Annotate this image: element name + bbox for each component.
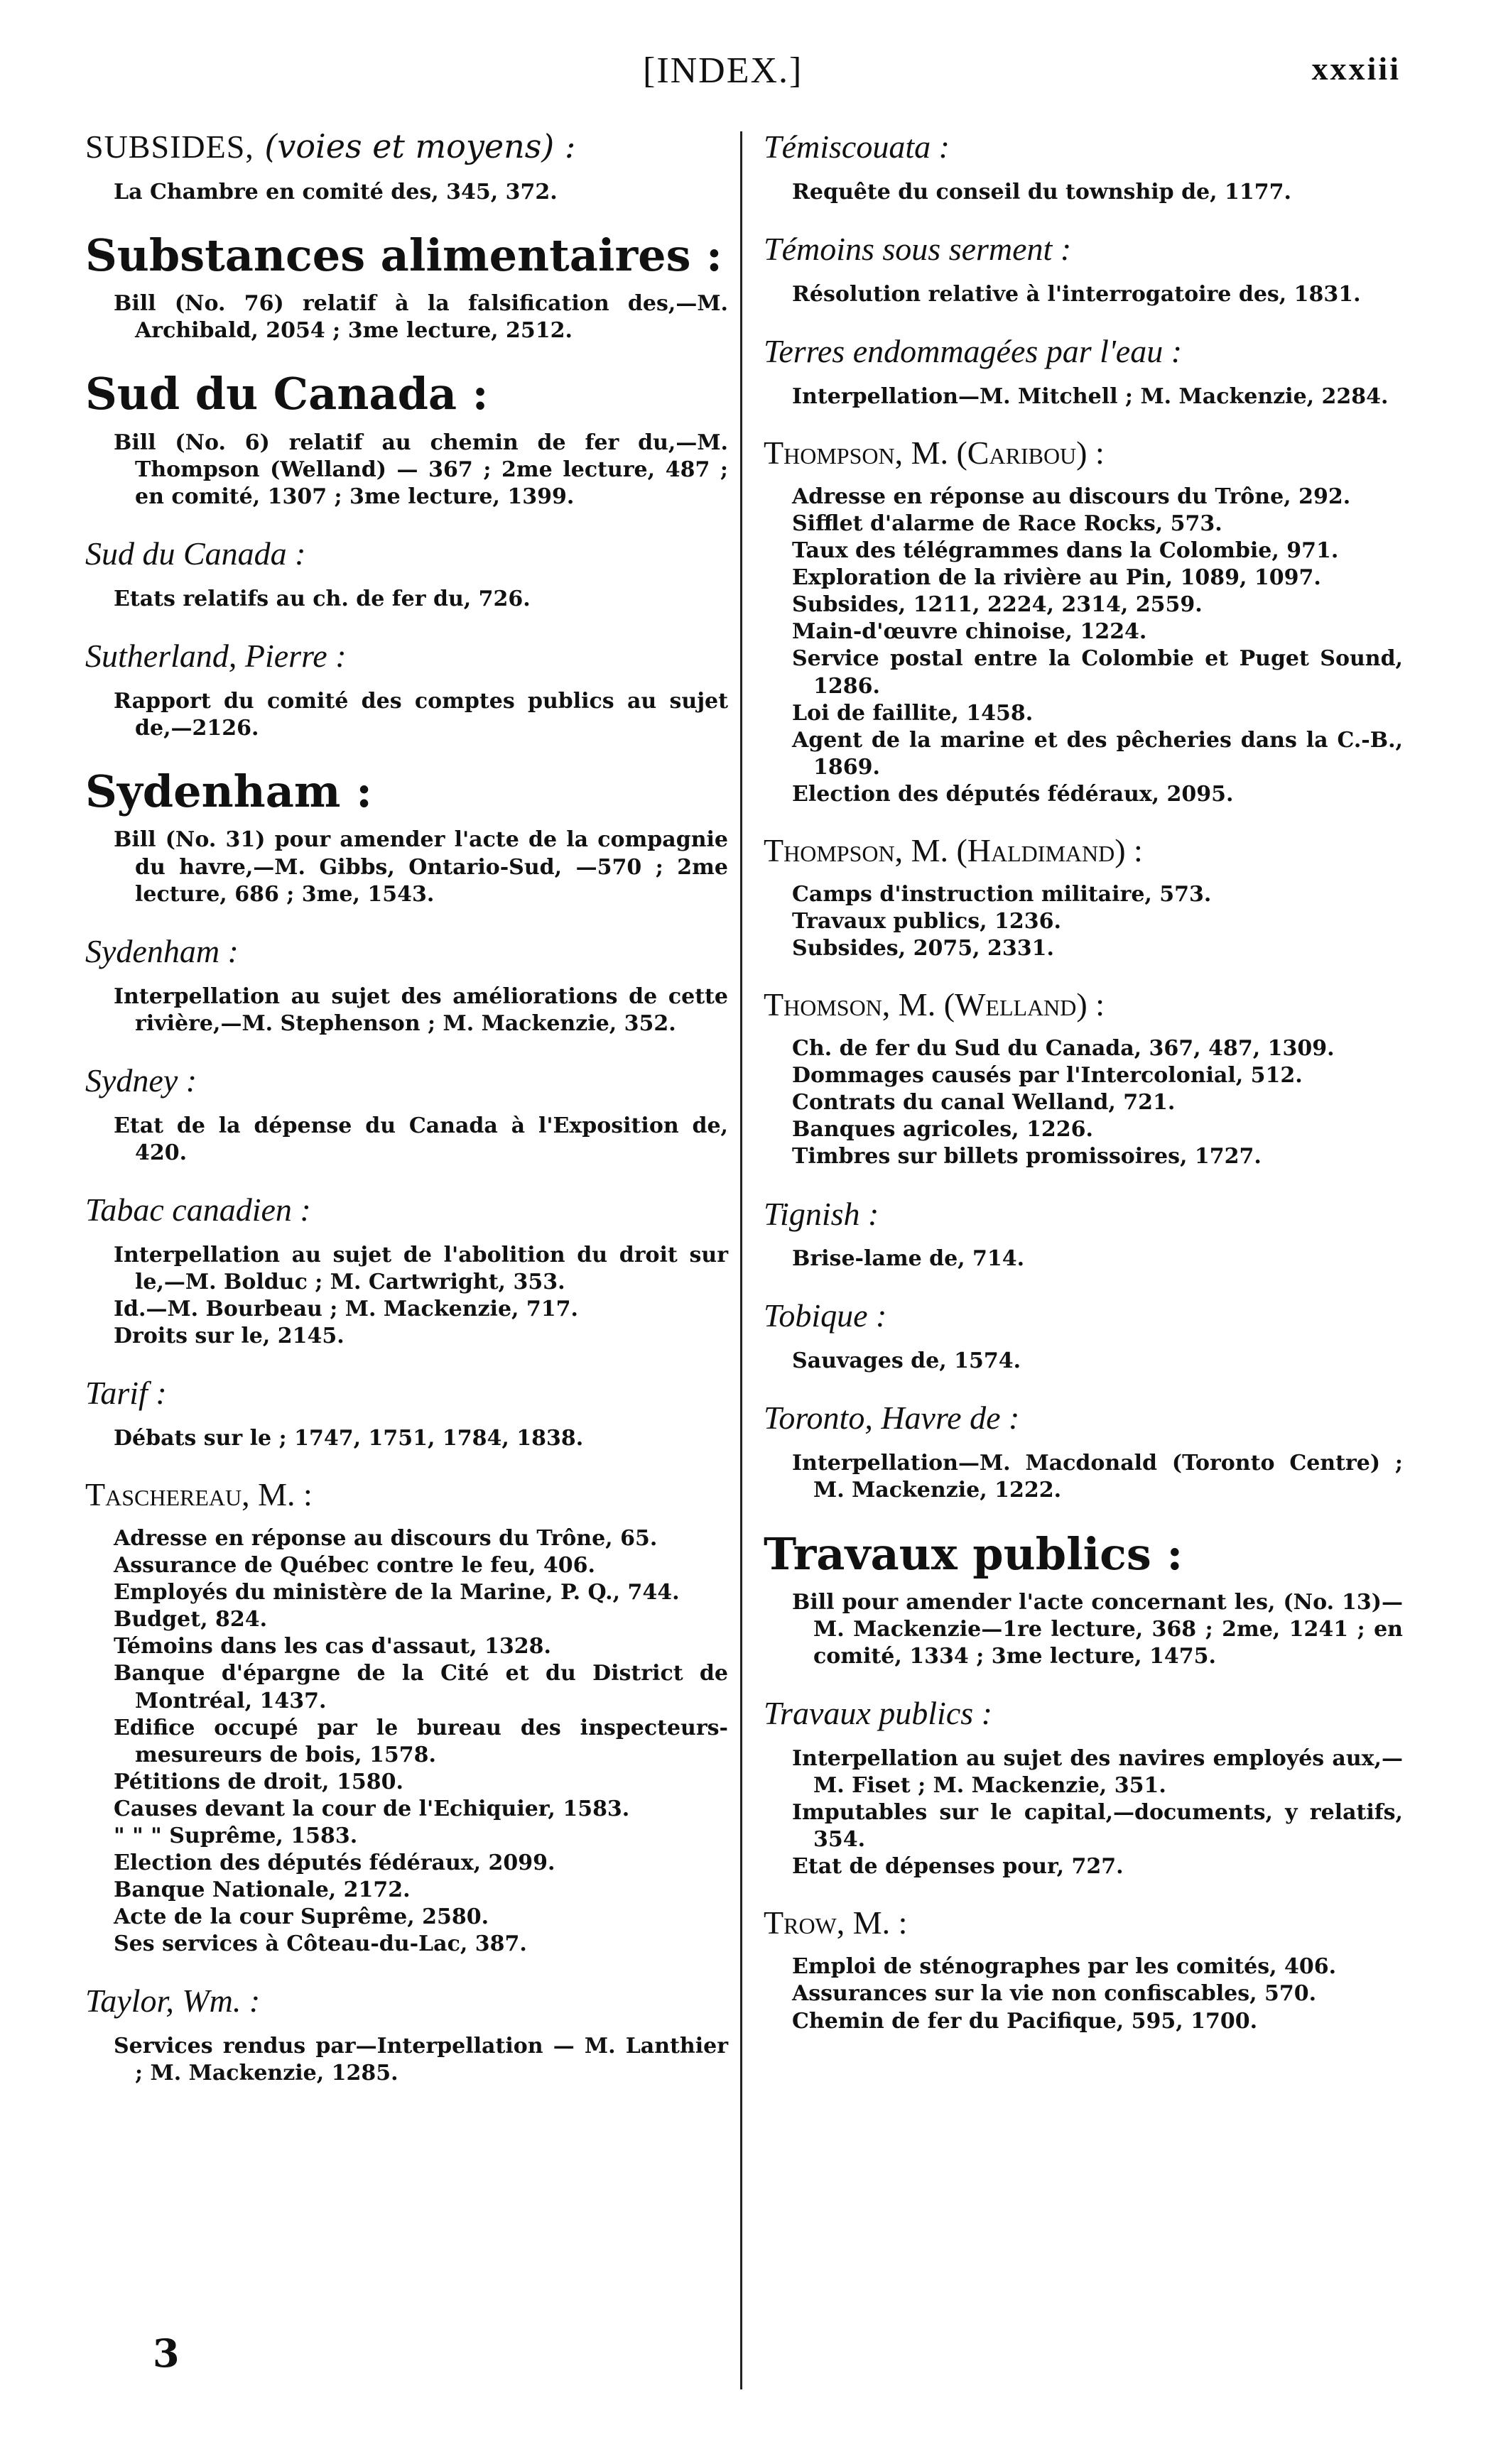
- heading-text: Sydenham :: [85, 765, 372, 818]
- index-entry: Bill (No. 31) pour amender l'acte de la compagnie du havre,—M. Gibbs, Ontario-Sud, —570 ; 2me lecture, 686 ; 3me, 1543.: [114, 827, 728, 907]
- heading-text: Thompson, M. (Caribou) :: [764, 434, 1105, 471]
- index-entries: [792, 881, 1403, 962]
- signature-mark: 3: [153, 2331, 180, 2376]
- index-entry: La Chambre en comité des, 345, 372.: [114, 179, 558, 205]
- index-entry: Brise-lame de, 714.: [792, 1246, 1025, 1272]
- index-entry: Sauvages de, 1574.: [792, 1348, 1021, 1374]
- index-entries: [114, 290, 728, 344]
- index-heading: [764, 986, 1403, 1024]
- index-entries: [792, 1245, 1403, 1272]
- index-entry: Service postal entre la Colombie et Puget Sound, 1286.: [792, 646, 1403, 699]
- index-entry: Camps d'instruction militaire, 573.: [792, 881, 1212, 907]
- index-entries: [792, 1348, 1403, 1375]
- index-entry: Débats sur le ; 1747, 1751, 1784, 1838.: [114, 1426, 584, 1451]
- index-entry: Rapport du comité des comptes publics au sujet de,—2126.: [114, 688, 728, 741]
- index-heading: [764, 1399, 1403, 1437]
- index-entries: [792, 383, 1403, 410]
- heading-text: Tignish :: [764, 1195, 879, 1232]
- index-heading: [85, 1982, 728, 2020]
- heading-text: Thompson, M. (Haldimand) :: [764, 832, 1143, 868]
- index-entry: Témoins dans les cas d'assaut, 1328.: [114, 1634, 551, 1659]
- index-entry: Contrats du canal Welland, 721.: [792, 1090, 1176, 1116]
- index-entry: Emploi de sténographes par les comités, 406.: [792, 1954, 1337, 1980]
- index-entries: [114, 983, 728, 1037]
- index-entries: [114, 1113, 728, 1167]
- heading-text: Taschereau, M. :: [85, 1476, 313, 1513]
- index-entry: Sifflet d'alarme de Race Rocks, 573.: [792, 511, 1222, 536]
- index-heading: [85, 369, 728, 419]
- heading-text: Toronto, Havre de :: [764, 1400, 1020, 1437]
- index-entry: Employés du ministère de la Marine, P. Q., 744.: [114, 1580, 680, 1606]
- heading-text: Sutherland, Pierre :: [85, 638, 347, 675]
- heading-text: Trow, M. :: [764, 1904, 908, 1941]
- page-number: xxxiii: [1311, 50, 1401, 87]
- index-heading: [764, 128, 1403, 166]
- column-divider: [740, 131, 742, 2389]
- index-entries: [114, 586, 728, 613]
- index-entries: [114, 1425, 728, 1452]
- index-entry: Taux des télégrammes dans la Colombie, 971.: [792, 538, 1339, 564]
- left-column: [85, 128, 728, 2112]
- index-entry: Dommages causés par l'Intercolonial, 512.: [792, 1063, 1303, 1089]
- index-entry: Ses services à Côteau-du-Lac, 387.: [114, 1931, 527, 1957]
- index-heading: [85, 1062, 728, 1100]
- index-heading: [85, 1476, 728, 1514]
- index-entries: [792, 1953, 1403, 2034]
- heading-text: Tabac canadien :: [85, 1191, 311, 1228]
- index-entry: Interpellation—M. Macdonald (Toronto Centre) ; M. Mackenzie, 1222.: [792, 1451, 1403, 1503]
- index-entry: Bill (No. 6) relatif au chemin de fer du,—M. Thompson (Welland) — 367 ; 2me lecture, 487 ; en comité, 1307 ; 3me lecture, 1399.: [114, 430, 728, 509]
- heading-text: Tarif :: [85, 1375, 167, 1412]
- index-entries: [114, 2033, 728, 2087]
- index-entry: Adresse en réponse au discours du Trône, 65.: [114, 1525, 658, 1551]
- index-entries: [792, 1745, 1403, 1880]
- heading-text: Sydenham :: [85, 932, 239, 969]
- index-entry: Bill (No. 76) relatif à la falsification des,—M. Archibald, 2054 ; 3me lecture, 2512.: [114, 291, 728, 344]
- index-entry: Travaux publics, 1236.: [792, 908, 1061, 934]
- index-entry: Requête du conseil du township de, 1177.: [792, 179, 1291, 205]
- index-entry: Résolution relative à l'interrogatoire des, 1831.: [792, 281, 1361, 307]
- index-entries: [792, 1035, 1403, 1170]
- index-entry: Election des députés fédéraux, 2095.: [792, 781, 1234, 807]
- index-heading: [764, 1529, 1403, 1579]
- index-entry: Droits sur le, 2145.: [114, 1324, 345, 1349]
- index-entries: [792, 1589, 1403, 1670]
- index-entry: Etat de dépenses pour, 727.: [792, 1854, 1124, 1880]
- index-entry: Agent de la marine et des pêcheries dans la C.-B., 1869.: [792, 727, 1403, 780]
- index-entry: Banques agricoles, 1226.: [792, 1117, 1093, 1143]
- heading-text: Tobique :: [764, 1297, 887, 1334]
- index-heading: [85, 535, 728, 573]
- index-entries: [792, 281, 1403, 308]
- index-heading: [764, 435, 1403, 472]
- index-entry: Subsides, 2075, 2331.: [792, 936, 1054, 961]
- index-entry: Timbres sur billets promissoires, 1727.: [792, 1144, 1262, 1170]
- index-entry: Edifice occupé par le bureau des inspecteurs-mesureurs de bois, 1578.: [114, 1715, 728, 1767]
- index-entry: Election des députés fédéraux, 2099.: [114, 1850, 555, 1876]
- heading-text: SUBSIDES,: [85, 129, 254, 165]
- index-entry: Interpellation au sujet des navires employés aux,—M. Fiset ; M. Mackenzie, 351.: [792, 1746, 1403, 1799]
- index-entry: Interpellation au sujet des améliorations de cette rivière,—M. Stephenson ; M. Mackenzie, 352.: [114, 983, 728, 1036]
- index-entry: Adresse en réponse au discours du Trône, 292.: [792, 484, 1351, 509]
- heading-text: Sydney :: [85, 1062, 197, 1099]
- index-entry: Etat de la dépense du Canada à l'Exposition de, 420.: [114, 1113, 728, 1165]
- index-heading: [764, 1904, 1403, 1942]
- index-entry: Etats relatifs au ch. de fer du, 726.: [114, 586, 531, 611]
- heading-text: Témiscouata :: [764, 129, 950, 165]
- index-heading: [764, 1694, 1403, 1733]
- index-entry: Banque Nationale, 2172.: [114, 1877, 411, 1903]
- index-entry: Bill pour amender l'acte concernant les, (No. 13)—M. Mackenzie—1re lecture, 368 ; 2me, 1241 ; en comité, 1334 ; 3me lecture, 1475.: [792, 1589, 1403, 1669]
- heading-text: Substances alimentaires :: [85, 229, 722, 281]
- index-entry: Causes devant la cour de l'Echiquier, 1583.: [114, 1796, 630, 1821]
- running-title: [INDEX.]: [643, 50, 803, 91]
- heading-text: Témoins sous serment :: [764, 230, 1072, 267]
- index-entry: Assurances sur la vie non confiscables, 570.: [792, 1981, 1317, 2007]
- index-heading: [85, 230, 728, 280]
- heading-text: Travaux publics :: [764, 1527, 1183, 1580]
- index-entry: Main-d'œuvre chinoise, 1224.: [792, 619, 1147, 645]
- index-entries: [114, 430, 728, 511]
- index-entries: [792, 179, 1403, 206]
- index-entries: [114, 688, 728, 742]
- index-entry: Banque d'épargne de la Cité et du District de Montréal, 1437.: [114, 1661, 728, 1713]
- heading-text: Terres endommagées par l'eau :: [764, 332, 1183, 369]
- index-heading: [764, 332, 1403, 371]
- index-entry: Chemin de fer du Pacifique, 595, 1700.: [792, 2008, 1258, 2034]
- index-heading: [85, 637, 728, 675]
- index-entries: [792, 484, 1403, 808]
- index-heading: [764, 832, 1403, 870]
- index-entries: [114, 827, 728, 907]
- index-heading: [85, 1191, 728, 1229]
- heading-text: Thomson, M. (Welland) :: [764, 986, 1105, 1023]
- index-heading: [85, 128, 728, 166]
- index-entry: Exploration de la rivière au Pin, 1089, 1097.: [792, 565, 1321, 591]
- heading-text: Taylor, Wm. :: [85, 1983, 261, 2019]
- heading-text: Sud du Canada :: [85, 535, 306, 572]
- index-entry: Budget, 824.: [114, 1607, 268, 1632]
- page-header: [0, 50, 1486, 107]
- heading-text: Sud du Canada :: [85, 368, 489, 420]
- index-entry: Acte de la cour Suprême, 2580.: [114, 1904, 489, 1930]
- index-heading: [764, 1195, 1403, 1233]
- index-heading: [85, 1374, 728, 1412]
- index-entry: " " " Suprême, 1583.: [114, 1824, 358, 1849]
- index-entries: [114, 179, 728, 206]
- right-column: [764, 128, 1403, 2059]
- index-entry: Id.—M. Bourbeau ; M. Mackenzie, 717.: [114, 1296, 578, 1321]
- heading-suffix: (voies et moyens) :: [254, 127, 576, 165]
- index-entry: Interpellation au sujet de l'abolition du droit sur le,—M. Bolduc ; M. Cartwright, 353.: [114, 1242, 728, 1294]
- index-entry: Services rendus par—Interpellation — M. Lanthier ; M. Mackenzie, 1285.: [114, 2034, 728, 2086]
- index-entries: [114, 1242, 728, 1350]
- index-entries: [114, 1525, 728, 1958]
- index-entry: Ch. de fer du Sud du Canada, 367, 487, 1309.: [792, 1036, 1335, 1062]
- index-entry: Pétitions de droit, 1580.: [114, 1769, 403, 1794]
- index-entry: Loi de faillite, 1458.: [792, 700, 1034, 726]
- index-heading: [85, 932, 728, 971]
- index-heading: [85, 766, 728, 817]
- heading-text: Travaux publics :: [764, 1695, 992, 1732]
- index-entry: Imputables sur le capital,—documents, y relatifs, 354.: [792, 1800, 1403, 1853]
- index-heading: [764, 230, 1403, 268]
- index-heading: [764, 1297, 1403, 1335]
- index-entry: Interpellation—M. Mitchell ; M. Mackenzie, 2284.: [792, 383, 1389, 409]
- index-entry: Subsides, 1211, 2224, 2314, 2559.: [792, 592, 1203, 618]
- index-entry: Assurance de Québec contre le feu, 406.: [114, 1553, 596, 1579]
- index-entries: [792, 1450, 1403, 1504]
